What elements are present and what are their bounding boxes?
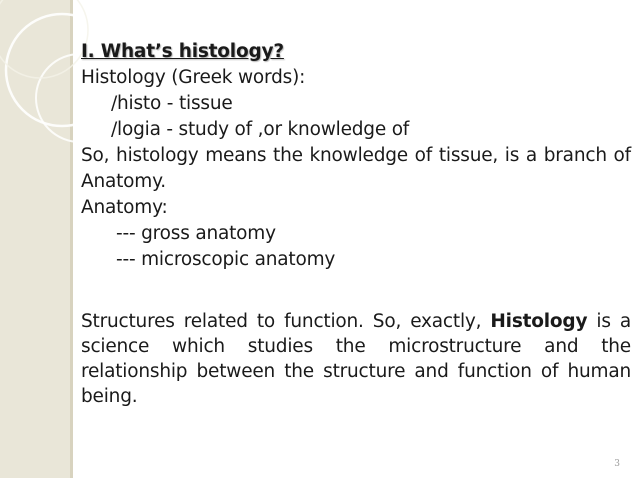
histology-meaning: So, histology means the knowledge of tissue, is a branch of Anatomy. [81, 145, 631, 192]
slide-body [81, 39, 631, 409]
anatomy-item-gross: --- gross anatomy [116, 223, 276, 244]
slide-heading: I. What’s histology? [81, 41, 284, 62]
anatomy-heading: Anatomy: [81, 197, 168, 218]
anatomy-item-microscopic: --- microscopic anatomy [116, 249, 336, 270]
closing-part2: is a science which studies the microstructure and the relationship between the structure and function of human being. [81, 311, 631, 407]
etymology-histo: /histo - tissue [111, 93, 233, 114]
spacer [81, 273, 631, 299]
closing-paragraph [81, 309, 631, 409]
closing-part1: Structures related to function. So, exactly, [81, 311, 482, 332]
histology-term: Histology [490, 311, 588, 332]
etymology-logia: /logia - study of ,or knowledge of [111, 119, 410, 140]
page-number: 3 [614, 459, 620, 469]
definition-line: Histology (Greek words): [81, 67, 306, 88]
